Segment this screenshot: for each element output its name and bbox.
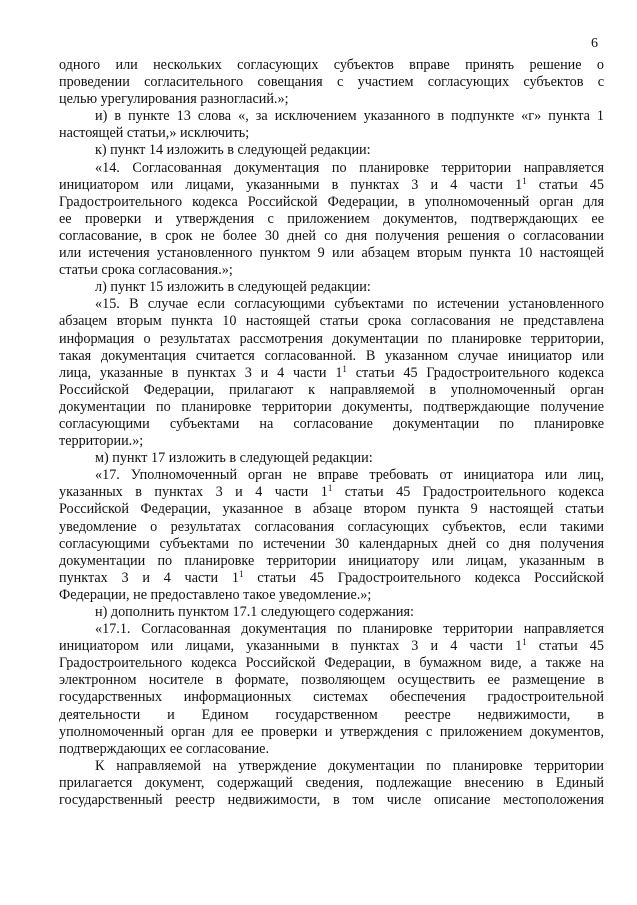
text-line-content: информация о результатах рассмотрения документации по планировке территории, <box>59 330 604 347</box>
text-line <box>59 348 604 365</box>
text-line-content-continued: статьи 45 <box>526 176 604 193</box>
text-line <box>59 484 604 501</box>
text-line-content: инициатором или лицами, указанными в пунктах 3 и 4 части 1 <box>59 638 523 655</box>
text-line-content: одного или нескольких согласующих субъектов вправе принять решение о <box>59 57 604 73</box>
text-line <box>59 758 604 775</box>
text-line-content-continued: статьи 45 Градостроительного кодекса <box>346 364 604 381</box>
text-line <box>59 604 604 621</box>
text-line <box>59 467 604 484</box>
text-line-content: согласующими субъектами по истечении 30 календарных дней со дня получения <box>59 535 604 552</box>
text-line <box>59 638 604 655</box>
text-line <box>59 501 604 518</box>
text-line-content: пунктах 3 и 4 части 1 <box>59 569 239 586</box>
text-line-content: «14. Согласованная документация по планировке территории направляется <box>95 159 604 176</box>
text-line <box>59 553 604 570</box>
text-line-content: н) дополнить пунктом 17.1 следующего содержания: <box>95 604 414 620</box>
superscript-marker: 1 <box>522 175 527 186</box>
text-line-content: Российской Федерации, указанное в абзаце втором пункта 9 настоящей статьи <box>59 501 604 518</box>
text-line-content: Российской Федерации, прилагают к направляемой в уполномоченный орган <box>59 381 604 398</box>
text-line-content: уполномоченный орган для ее проверки и утверждения с приложением документов, <box>59 723 604 740</box>
text-line <box>59 279 604 296</box>
text-line <box>59 741 604 758</box>
text-line <box>59 519 604 536</box>
text-line-content: к) пункт 14 изложить в следующей редакции: <box>95 142 371 159</box>
text-line-content: документации по планировке территории документы, подтверждающие получение <box>59 398 604 415</box>
text-line <box>59 655 604 672</box>
text-line-content: электронном носителе в формате, позволяющем осуществить ее размещение в <box>59 672 604 689</box>
text-line-content: согласование, в срок не более 30 дней со дня получения решения о согласовании <box>59 227 604 244</box>
text-line <box>59 570 604 587</box>
text-line-content: деятельности и Едином государственном реестре недвижимости, в <box>59 706 604 723</box>
text-line-content: «15. В случае если согласующими субъектами по истечении установленного <box>95 296 604 313</box>
text-line <box>59 125 604 142</box>
text-line <box>59 142 604 159</box>
text-line-content: согласующими субъектами на согласование документации по планировке <box>59 415 604 432</box>
text-line-content: инициатором или лицами, указанными в пунктах 3 и 4 части 1 <box>59 176 523 193</box>
page-number: 6 <box>591 36 598 51</box>
text-line-content: лица, указанные в пунктах 3 и 4 части 1 <box>59 364 343 381</box>
text-line <box>59 416 604 433</box>
text-line <box>59 57 604 74</box>
text-line-content: территории.»; <box>59 433 144 450</box>
text-line <box>59 331 604 348</box>
text-line <box>59 194 604 211</box>
text-line <box>59 536 604 553</box>
text-line-content: прилагается документ, содержащий сведения, подлежащие внесению в Единый <box>59 774 604 791</box>
text-line <box>59 724 604 741</box>
text-line <box>59 382 604 399</box>
text-line-content: такая документация считается согласованной. В указанном случае инициатор или <box>59 347 604 364</box>
superscript-marker: 1 <box>327 483 333 494</box>
text-line <box>59 792 604 809</box>
text-line-content: уведомление о результатах согласования согласующих субъектов, если такими <box>59 518 604 535</box>
text-line <box>59 245 604 262</box>
text-line-content: и) в пункте 13 слова «, за исключением указанного в подпункте «г» пункта 1 <box>95 108 604 125</box>
text-line <box>59 296 604 313</box>
text-line <box>59 450 604 467</box>
text-line-content: л) пункт 15 изложить в следующей редакции: <box>95 279 371 296</box>
text-line-content: Градостроительного кодекса Российской Федерации, в бумажном виде, а также на <box>59 655 604 672</box>
text-line <box>59 108 604 125</box>
text-line-content: К направляемой на утверждение документации по планировке территории <box>95 757 604 774</box>
document-body <box>59 57 604 809</box>
text-line <box>59 91 604 108</box>
text-line-content: «17. Уполномоченный орган не вправе требовать от инициатора или лиц, <box>95 467 604 484</box>
text-line-content-continued: статьи 45 <box>526 638 604 655</box>
text-line <box>59 587 604 604</box>
text-line-content: статьи срока согласования.»; <box>59 262 233 279</box>
text-line <box>59 177 604 194</box>
text-line-content: Градостроительного кодекса Российской Федерации, в уполномоченный орган для <box>59 193 604 210</box>
text-line <box>59 689 604 706</box>
text-line <box>59 160 604 177</box>
superscript-marker: 1 <box>342 363 347 374</box>
text-line <box>59 621 604 638</box>
text-line <box>59 313 604 330</box>
text-line-content: «17.1. Согласованная документация по планировке территории направляется <box>95 621 604 638</box>
text-line-content: государственных информационных системах обеспечения градостроительной <box>59 689 604 706</box>
text-line-content: указанных в пунктах 3 и 4 части 1 <box>59 484 328 501</box>
text-line-content-continued: статьи 45 Градостроительного кодекса Российской <box>243 569 604 586</box>
text-line <box>59 74 604 91</box>
text-line <box>59 707 604 724</box>
text-line <box>59 262 604 279</box>
text-line-content: государственный реестр недвижимости, в том числе описание местоположения <box>59 792 604 809</box>
text-line-content: или истечения установленного пунктом 9 или абзацем вторым пункта 10 настоящей <box>59 245 604 262</box>
text-line <box>59 228 604 245</box>
text-line <box>59 672 604 689</box>
text-line-content: абзацем вторым пункта 10 настоящей статьи срока согласования не представлена <box>59 313 604 330</box>
text-line <box>59 365 604 382</box>
text-line-content: настоящей статьи,» исключить; <box>59 125 250 142</box>
superscript-marker: 1 <box>522 637 527 648</box>
text-line <box>59 775 604 792</box>
text-line-content: подтверждающих ее согласование. <box>59 740 270 757</box>
text-line-content: проведении согласительного совещания с участием согласующих субъектов с <box>59 74 604 91</box>
text-line-content-continued: статьи 45 Градостроительного кодекса <box>332 484 604 501</box>
text-line <box>59 433 604 450</box>
text-line-content: целью урегулирования разногласий.»; <box>59 91 289 108</box>
text-line <box>59 211 604 228</box>
text-line-content: м) пункт 17 изложить в следующей редакции: <box>95 450 373 467</box>
superscript-marker: 1 <box>238 568 244 579</box>
text-line-content: документации по планировке территории инициатору или лицам, указанным в <box>59 552 604 569</box>
text-line-content: ее проверки и утверждения с приложением документов, подтверждающих ее <box>59 210 604 227</box>
text-line <box>59 399 604 416</box>
text-line-content: Федерации, не предоставлено такое уведомление.»; <box>59 586 372 603</box>
